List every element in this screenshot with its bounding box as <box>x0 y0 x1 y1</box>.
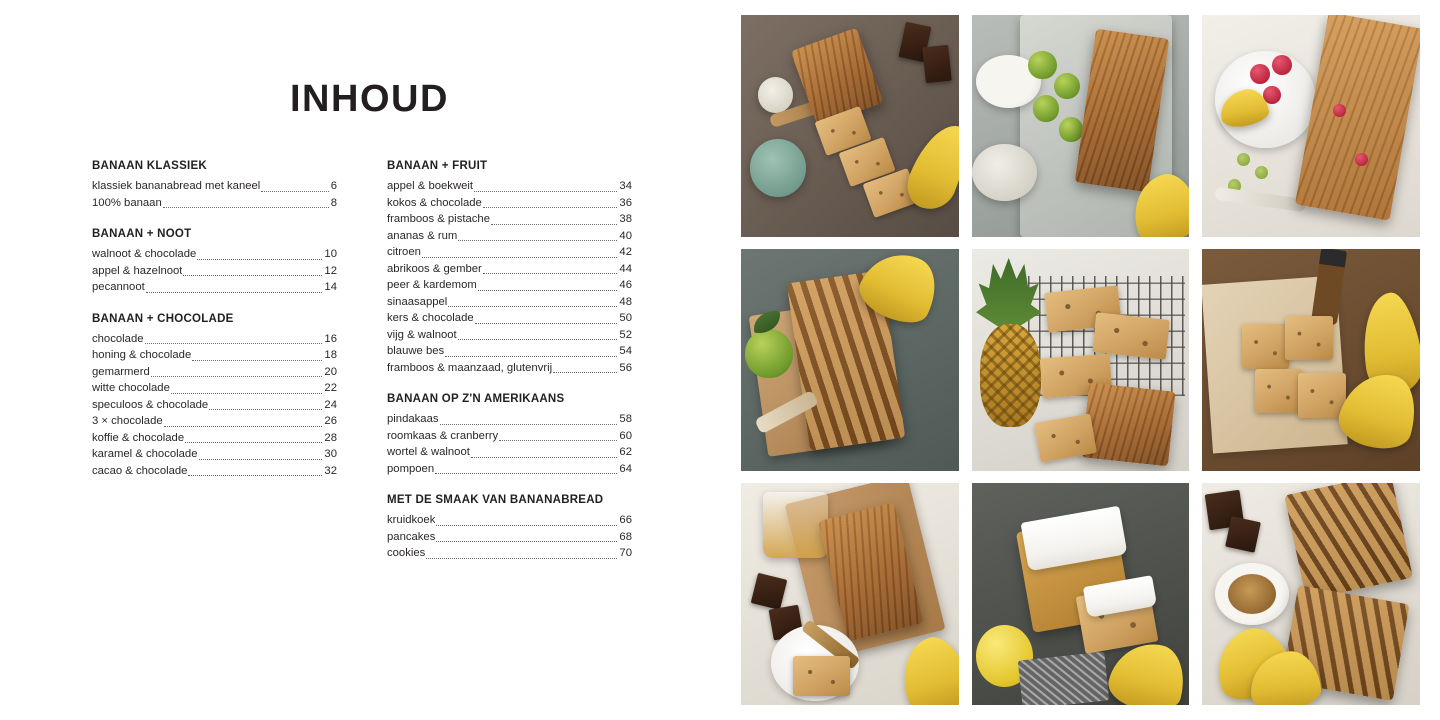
toc-entry-dots <box>185 441 322 443</box>
toc-entry[interactable] <box>387 310 632 327</box>
toc-entry-page: 6 <box>330 180 337 192</box>
toc-entry-label: 100% banaan <box>92 196 162 209</box>
toc-entry[interactable] <box>92 347 337 364</box>
toc-entry-dots <box>458 338 618 340</box>
toc-group-title: MET DE SMAAK VAN BANANABREAD <box>387 494 604 506</box>
toc-entry-page: 66 <box>619 514 632 526</box>
toc-entry-label: pindakaas <box>387 413 439 425</box>
toc-entry-dots <box>163 206 329 208</box>
toc-group-title: BANAAN + FRUIT <box>387 160 488 172</box>
toc-entry-page: 10 <box>324 248 337 260</box>
toc-entry[interactable] <box>387 211 632 228</box>
toc-entry[interactable] <box>92 397 337 414</box>
toc-entry[interactable] <box>387 228 632 245</box>
toc-entry-page: 32 <box>324 464 337 477</box>
toc-entry-label: wortel & walnoot <box>387 446 470 458</box>
toc-entry-page: 62 <box>619 446 632 458</box>
toc-entry-label: sinaasappel <box>387 295 448 308</box>
toc-entry-label: chocolade <box>92 332 144 345</box>
toc-entry-label: walnoot & chocolade <box>92 248 197 260</box>
toc-entry-page: 50 <box>619 312 632 324</box>
toc-entry-label: honing & chocolade <box>92 349 192 361</box>
toc-entry-dots <box>499 439 617 441</box>
photo-bananabread-honey-board <box>741 483 959 705</box>
toc-entry-dots <box>188 474 322 476</box>
toc-entry[interactable] <box>92 331 337 348</box>
toc-entry-page: 36 <box>619 196 632 209</box>
toc-entry[interactable] <box>92 446 337 463</box>
toc-entry[interactable] <box>92 195 337 212</box>
toc-entry-label: pecannoot <box>92 281 145 293</box>
photo-bananabread-apple <box>972 15 1190 237</box>
photo-page <box>720 0 1440 720</box>
toc-entry[interactable] <box>387 444 632 461</box>
toc-group <box>387 494 632 562</box>
toc-entry-dots <box>448 305 617 307</box>
toc-entry-dots <box>151 375 323 377</box>
toc-entry-page: 44 <box>619 262 632 275</box>
toc-entry-label: speculoos & chocolade <box>92 398 209 411</box>
toc-entry[interactable] <box>387 178 632 195</box>
toc-entry[interactable] <box>92 246 337 263</box>
toc-entry-page: 30 <box>324 448 337 460</box>
toc-entry-label: appel & boekweit <box>387 180 474 192</box>
toc-entry-label: cacao & chocolade <box>92 464 188 477</box>
toc-entry-label: gemarmerd <box>92 365 150 378</box>
toc-group-title: BANAAN + NOOT <box>92 228 192 240</box>
toc-entry-label: peer & kardemom <box>387 279 477 291</box>
toc-entry[interactable] <box>387 545 632 562</box>
toc-entry-dots <box>475 322 618 324</box>
toc-entry-dots <box>445 355 617 357</box>
photo-bananabread-pineapple-rack <box>972 249 1190 471</box>
toc-entry-dots <box>435 472 617 474</box>
toc-entry-page: 52 <box>619 328 632 341</box>
toc-entry[interactable] <box>92 430 337 447</box>
toc-entry-dots <box>426 557 617 559</box>
page-title: INHOUD <box>290 78 449 120</box>
toc-entry-label: pompoen <box>387 462 435 475</box>
toc-entry[interactable] <box>387 294 632 311</box>
toc-entry-label: karamel & chocolade <box>92 448 198 460</box>
contents-columns <box>92 160 632 579</box>
toc-entry-dots <box>478 289 618 291</box>
toc-entry-dots <box>440 423 618 425</box>
toc-entry-label: blauwe bes <box>387 345 445 357</box>
photo-bananabread-raspberry-pistachio <box>1202 15 1420 237</box>
toc-entry-label: klassiek bananabread met kaneel <box>92 180 261 192</box>
toc-group <box>387 160 632 376</box>
contents-column-right <box>387 160 632 579</box>
toc-entry[interactable] <box>387 343 632 360</box>
toc-entry-dots <box>209 408 322 410</box>
toc-entry-dots <box>199 458 323 460</box>
toc-entry-page: 26 <box>324 415 337 427</box>
toc-entry-dots <box>491 223 617 225</box>
toc-group <box>92 313 337 480</box>
toc-entry-dots <box>145 342 323 344</box>
toc-entry-dots <box>436 524 617 526</box>
toc-entry[interactable] <box>387 360 632 377</box>
toc-entry[interactable] <box>387 195 632 212</box>
toc-entry-dots <box>171 392 323 394</box>
toc-group-title: BANAAN KLASSIEK <box>92 160 207 172</box>
toc-entry-dots <box>261 190 328 192</box>
toc-entry-label: framboos & pistache <box>387 213 490 225</box>
toc-entry-page: 42 <box>619 246 632 258</box>
toc-entry-label: 3 × chocolade <box>92 415 163 427</box>
toc-entry-page: 34 <box>619 180 632 192</box>
toc-entry-page: 60 <box>619 429 632 442</box>
toc-entry-label: koffie & chocolade <box>92 431 185 444</box>
toc-entry[interactable] <box>92 413 337 430</box>
toc-entry-label: cookies <box>387 547 426 559</box>
toc-group <box>92 160 337 211</box>
toc-entry-label: kokos & chocolade <box>387 196 482 209</box>
toc-entry-page: 58 <box>619 413 632 425</box>
photo-bananabread-lemon-icing <box>972 483 1190 705</box>
toc-entry-label: kers & chocolade <box>387 312 474 324</box>
toc-entry[interactable] <box>387 411 632 428</box>
toc-group-title: BANAAN + CHOCOLADE <box>92 312 234 325</box>
toc-entry-page: 56 <box>619 361 632 374</box>
toc-entry-page: 46 <box>619 279 632 291</box>
toc-entry-dots <box>192 359 322 361</box>
toc-group <box>92 228 337 296</box>
toc-entry-dots <box>553 371 617 373</box>
toc-entry-label: pancakes <box>387 530 436 543</box>
toc-entry-page: 64 <box>619 462 632 475</box>
toc-entry-label: citroen <box>387 246 421 258</box>
toc-entry[interactable] <box>387 244 632 261</box>
toc-entry-page: 28 <box>324 431 337 444</box>
toc-entry-label: vijg & walnoot <box>387 328 457 341</box>
toc-entry-dots <box>197 258 322 260</box>
toc-entry-page: 24 <box>324 398 337 411</box>
toc-entry-dots <box>146 291 323 293</box>
toc-entry-label: appel & hazelnoot <box>92 264 183 277</box>
toc-entry-page: 14 <box>324 281 337 293</box>
toc-entry-page: 70 <box>619 547 632 559</box>
toc-entry-dots <box>474 190 617 192</box>
toc-entry-label: witte chocolade <box>92 382 170 394</box>
toc-entry-dots <box>458 239 617 241</box>
toc-entry[interactable] <box>387 261 632 278</box>
toc-entry[interactable] <box>92 178 337 195</box>
toc-group <box>387 393 632 477</box>
toc-entry[interactable] <box>92 364 337 381</box>
toc-entry[interactable] <box>92 263 337 280</box>
toc-entry-page: 8 <box>330 196 337 209</box>
toc-entry[interactable] <box>387 461 632 478</box>
toc-entry[interactable] <box>387 327 632 344</box>
toc-entry-page: 16 <box>324 332 337 345</box>
toc-entry[interactable] <box>387 277 632 294</box>
photo-bananabread-marbled-in-tin <box>741 249 959 471</box>
toc-entry-label: kruidkoek <box>387 514 436 526</box>
toc-entry-page: 12 <box>324 264 337 277</box>
toc-entry-label: ananas & rum <box>387 229 458 242</box>
toc-entry-page: 20 <box>324 365 337 378</box>
photo-grid <box>741 15 1420 705</box>
toc-entry-page: 40 <box>619 229 632 242</box>
toc-entry-dots <box>436 540 617 542</box>
toc-entry-dots <box>483 272 618 274</box>
toc-entry-dots <box>422 256 618 258</box>
photo-bananabread-chocolate-sliced <box>741 15 959 237</box>
toc-entry-dots <box>183 274 322 276</box>
toc-entry[interactable] <box>387 529 632 546</box>
toc-entry[interactable] <box>92 279 337 296</box>
toc-entry-label: framboos & maanzaad, glutenvrij <box>387 361 553 374</box>
toc-entry-dots <box>164 425 323 427</box>
toc-group-title: BANAAN OP Z'N AMERIKAANS <box>387 393 565 405</box>
toc-entry-label: roomkaas & cranberry <box>387 429 499 442</box>
toc-entry-page: 54 <box>619 345 632 357</box>
contents-column-left <box>92 160 337 579</box>
toc-entry-label: abrikoos & gember <box>387 262 482 275</box>
toc-entry[interactable] <box>387 512 632 529</box>
toc-entry-dots <box>471 456 618 458</box>
toc-entry[interactable] <box>92 463 337 480</box>
photo-bananabread-pecan-on-paper <box>1202 249 1420 471</box>
toc-entry-page: 48 <box>619 295 632 308</box>
toc-entry-page: 22 <box>324 382 337 394</box>
toc-entry[interactable] <box>387 428 632 445</box>
toc-entry-dots <box>483 206 618 208</box>
toc-entry-page: 18 <box>324 349 337 361</box>
toc-entry-page: 38 <box>619 213 632 225</box>
photo-bananabread-coffee-swirl <box>1202 483 1420 705</box>
toc-entry[interactable] <box>92 380 337 397</box>
toc-entry-page: 68 <box>619 530 632 543</box>
